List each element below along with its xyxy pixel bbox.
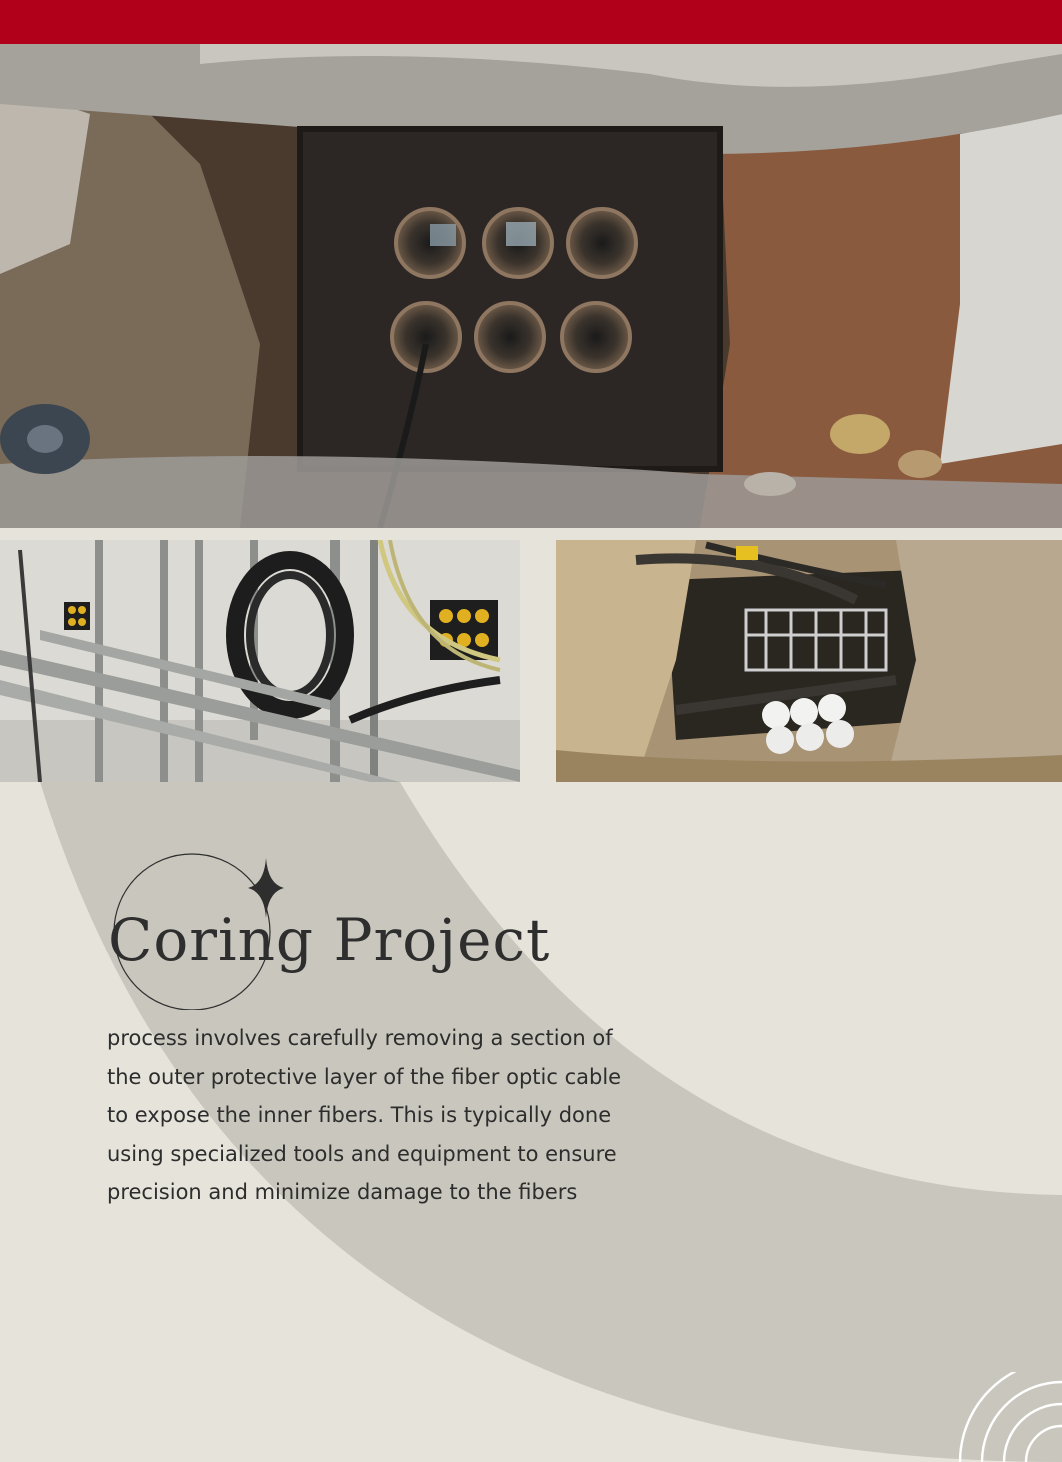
body-paragraph: process involves carefully removing a section of the outer protective layer of the fiber optic cable to expose the inner fibers. This is typically done using specialized tools and equipment to ensure precision and minimize damage to the fibers <box>107 1026 622 1205</box>
top-accent-bar <box>0 0 1062 44</box>
trench-duct-photo <box>556 540 1062 782</box>
concentric-arcs-ornament <box>930 1372 1062 1462</box>
cable-tray-photo <box>0 540 520 782</box>
page-title: Coring Project <box>108 906 551 974</box>
main-coring-photo <box>0 44 1062 528</box>
